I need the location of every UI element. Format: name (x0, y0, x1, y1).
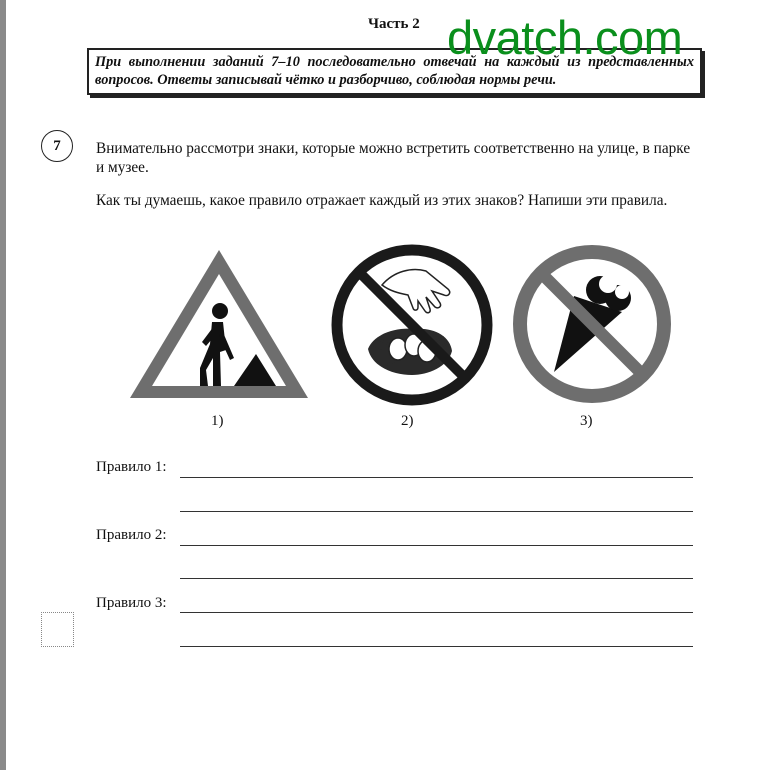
part-title: Часть 2 (368, 16, 420, 32)
question-paragraph-1: Внимательно рассмотри знаки, которые можно встретить соответственно на улице, в парке и музее. (96, 140, 691, 176)
road-works-warning-sign-icon (126, 246, 312, 402)
no-touching-nest-sign-icon (328, 241, 496, 409)
watermark: dvatch.com (447, 11, 683, 64)
instructions-box: При выполнении заданий 7–10 последовательно отвечай на каждый из представленных вопросов. Ответы записывай чётко и разборчиво, соблюдая нормы речи. (87, 48, 702, 95)
question-paragraph-2: Как ты думаешь, какое правило отражает каждый из этих знаков? Напиши эти правила. (96, 192, 668, 209)
page-left-border (0, 0, 6, 770)
no-ice-cream-sign-icon (510, 242, 674, 406)
rule-3-answer-line-2[interactable] (180, 646, 693, 647)
sign-2-label: 2) (401, 413, 414, 429)
rule-1-answer-line-2[interactable] (180, 511, 693, 512)
rule-3-label: Правило 3: (96, 595, 167, 611)
rule-3-answer-line-1[interactable] (180, 612, 693, 613)
question-number: 7 (41, 130, 73, 162)
rule-1-label: Правило 1: (96, 459, 167, 475)
score-box[interactable] (41, 612, 74, 647)
rule-2-answer-line-2[interactable] (180, 578, 693, 579)
sign-3-label: 3) (580, 413, 593, 429)
sign-1-label: 1) (211, 413, 224, 429)
rule-2-label: Правило 2: (96, 527, 167, 543)
rule-2-answer-line-1[interactable] (180, 545, 693, 546)
rule-1-answer-line-1[interactable] (180, 477, 693, 478)
